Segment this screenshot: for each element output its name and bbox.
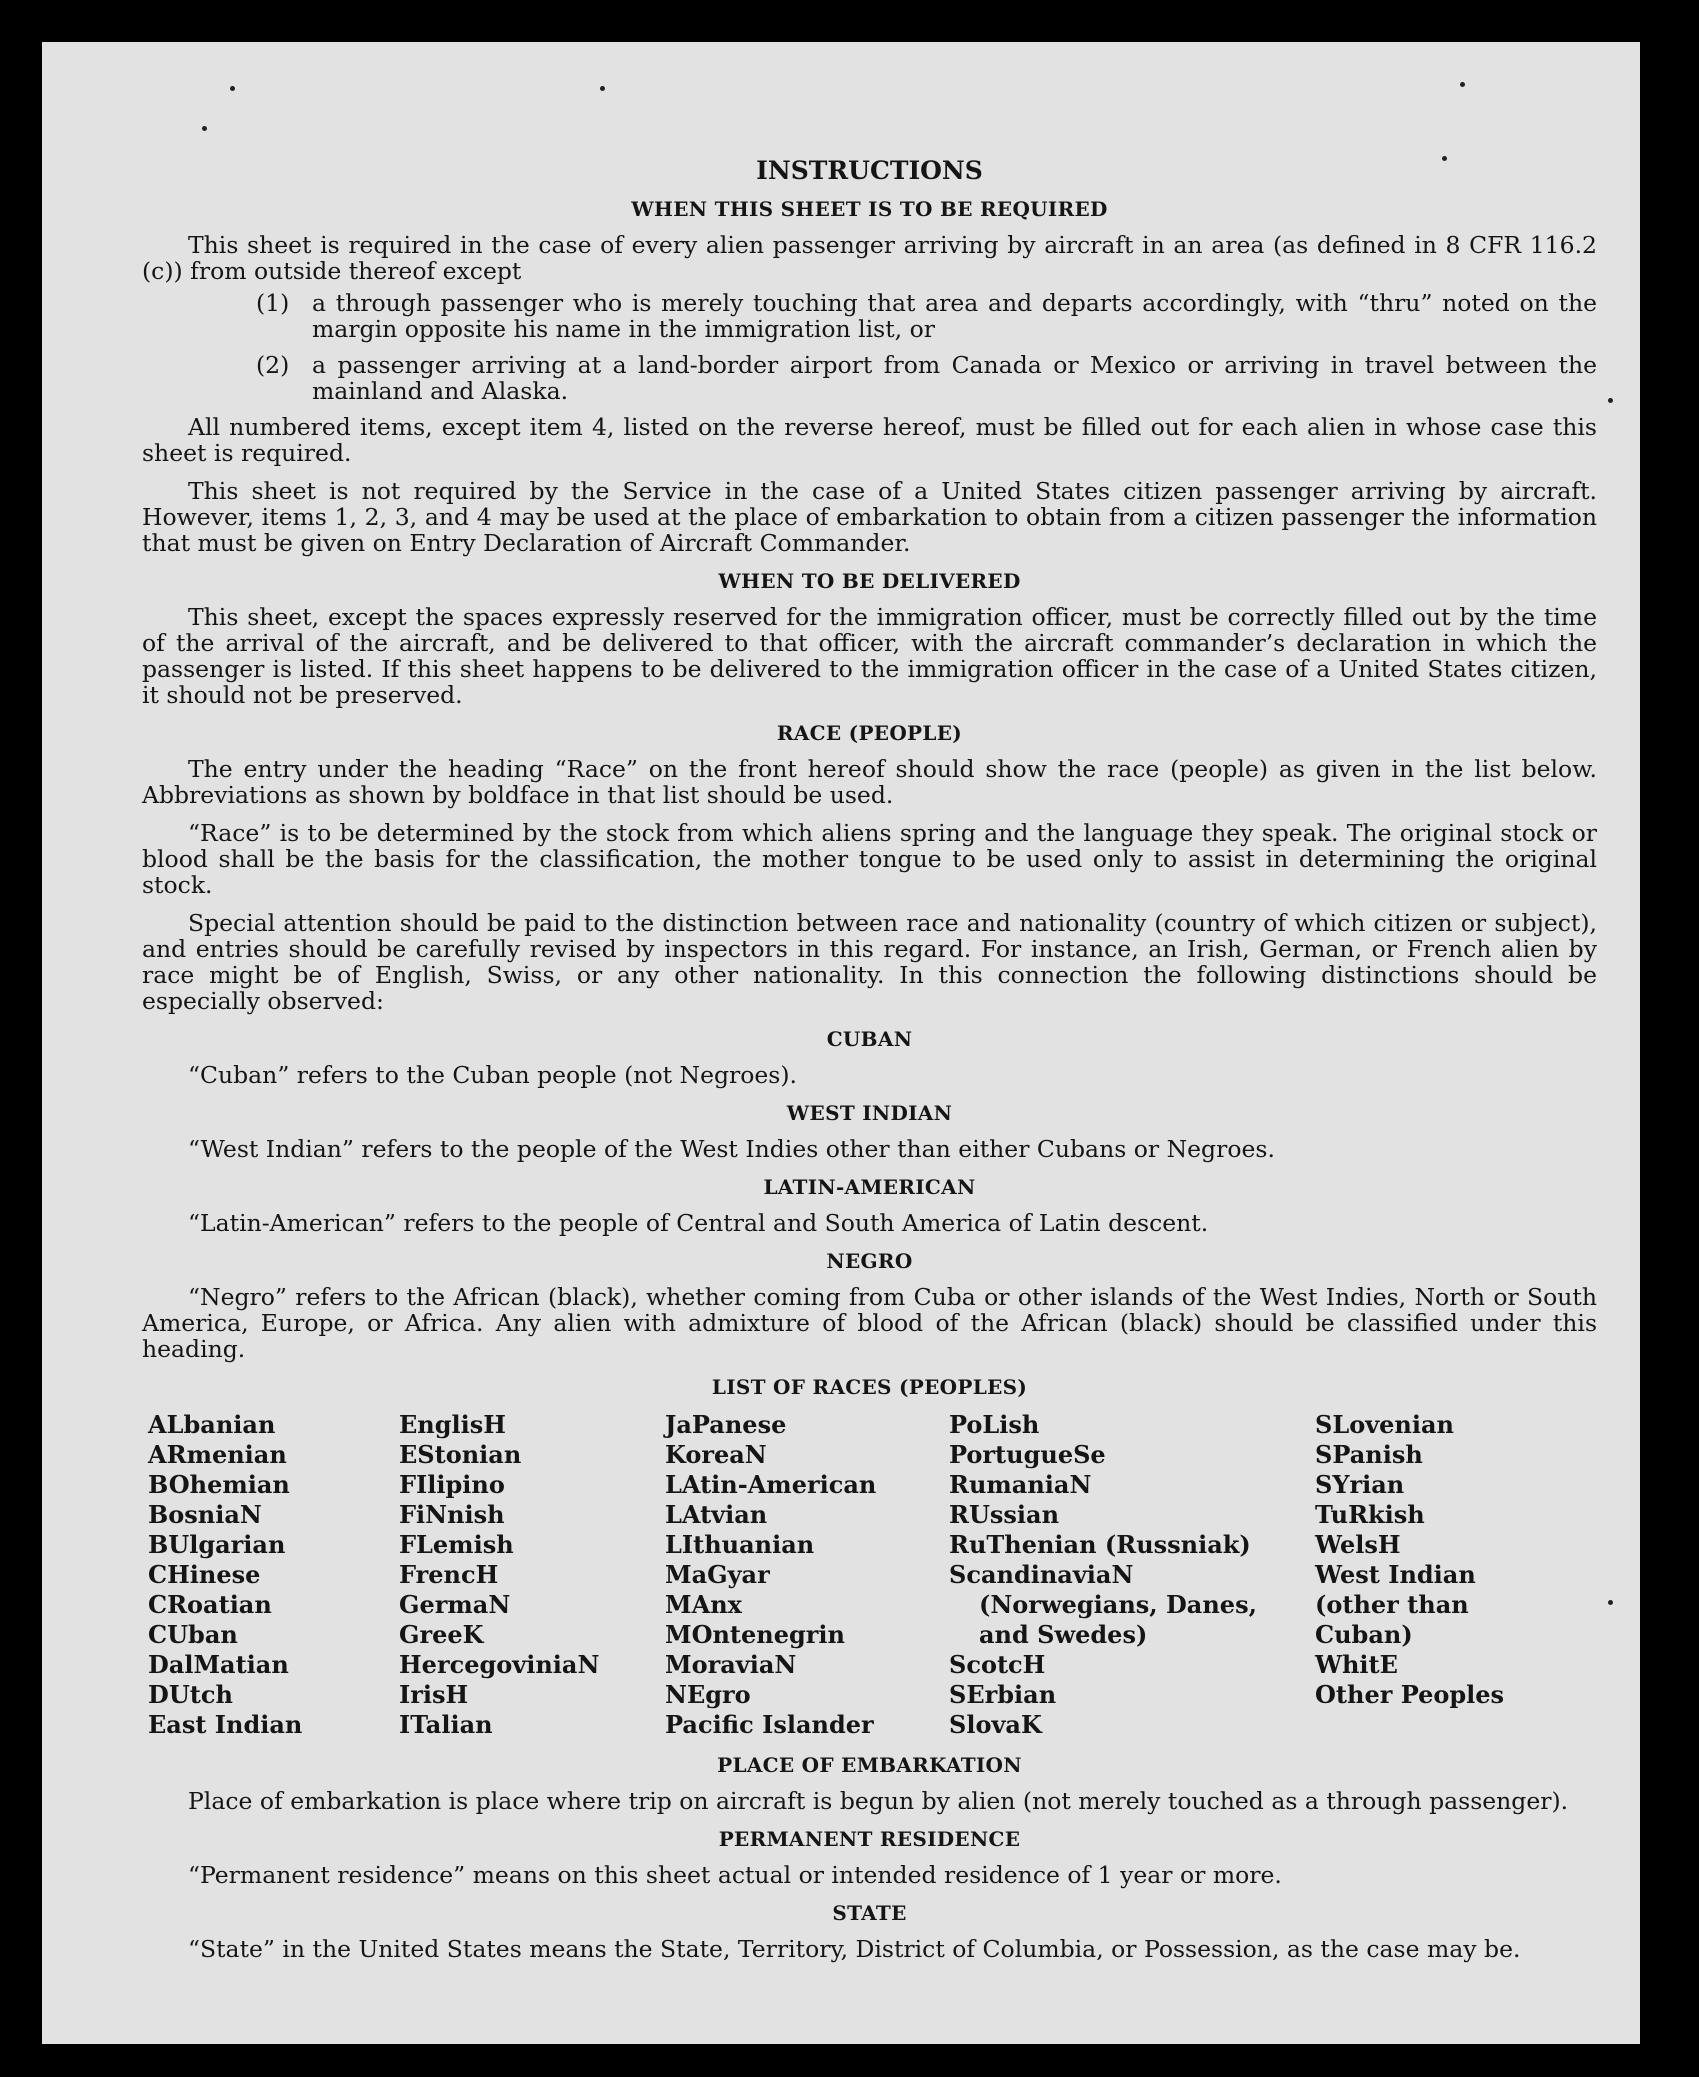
- race-paragraph-3: Special attention should be paid to the distinction between race and nationality (country of which citizen or subject), and entries should be carefully revised by inspectors in this regard. For instance, an Irish, German, or French alien by race might be of English, Swiss, or any other nationality. In this connection the following distinctions should be especially observed:: [142, 909, 1597, 1015]
- required-paragraph-3: This sheet is not required by the Service in the case of a United States citizen passenger arriving by aircraft. However, items 1, 2, 3, and 4 may be used at the place of embarkation to obtain from a citizen passenger the information that must be given on Entry Declaration of Aircraft Commander.: [142, 477, 1597, 557]
- race-paragraph-1: The entry under the heading “Race” on the front hereof should show the race (people) as given in the list below. Abbreviations as shown by boldface in that list should be used.: [142, 755, 1597, 809]
- item-text: a through passenger who is merely touching that area and departs accordingly, with “thru” noted on the margin opposite his name in the immigration list, or: [312, 289, 1597, 343]
- residence-paragraph: “Permanent residence” means on this sheet actual or intended residence of 1 year or more.: [188, 1861, 1282, 1889]
- race-entry: SYrian: [1315, 1470, 1405, 1499]
- race-entry: LAtvian: [665, 1500, 768, 1529]
- heading-west-indian: WEST INDIAN: [786, 1101, 953, 1125]
- race-entry: FrencH: [399, 1560, 499, 1589]
- race-entry: KoreaN: [665, 1440, 767, 1469]
- embarkation-paragraph: Place of embarkation is place where trip on aircraft is begun by alien (not merely touched as a through passenger).: [188, 1787, 1569, 1815]
- race-entry: MAnx: [665, 1590, 742, 1619]
- race-entry: NEgro: [665, 1680, 751, 1709]
- race-entry: SErbian: [949, 1680, 1057, 1709]
- race-entry: ALbanian: [148, 1410, 276, 1439]
- race-entry: SLovenian: [1315, 1410, 1454, 1439]
- race-entry: MOntenegrin: [665, 1620, 845, 1649]
- heading-race: RACE (PEOPLE): [776, 721, 963, 745]
- race-entry: WelsH: [1315, 1530, 1401, 1559]
- item-text: a passenger arriving at a land-border airport from Canada or Mexico or arriving in travel between the mainland and Alaska.: [312, 351, 1597, 405]
- race-entry: RuThenian (Russniak): [949, 1530, 1251, 1559]
- race-entry: GermaN: [399, 1590, 511, 1619]
- heading-when-required: WHEN THIS SHEET IS TO BE REQUIRED: [631, 197, 1108, 221]
- race-column-1: [148, 1410, 399, 1740]
- race-entry: PoLish: [949, 1410, 1040, 1439]
- speck: [1460, 82, 1465, 87]
- race-entry: East Indian: [148, 1710, 303, 1739]
- latin-american-paragraph: “Latin-American” refers to the people of Central and South America of Latin descent.: [188, 1209, 1209, 1237]
- race-entry: MoraviaN: [665, 1650, 797, 1679]
- race-entry: BosniaN: [148, 1500, 262, 1529]
- race-entry: DUtch: [148, 1680, 233, 1709]
- instructions-body: [142, 112, 1597, 1974]
- race-entry: MaGyar: [665, 1560, 770, 1589]
- race-entry: CRoatian: [148, 1590, 272, 1619]
- race-entry: JaPanese: [665, 1410, 787, 1439]
- heading-permanent-residence: PERMANENT RESIDENCE: [718, 1827, 1021, 1851]
- speck: [230, 86, 235, 91]
- race-column-5: [1315, 1410, 1565, 1740]
- state-paragraph: “State” in the United States means the State, Territory, District of Columbia, or Possession, as the case may be.: [188, 1935, 1521, 1963]
- race-entry: ARmenian: [148, 1440, 287, 1469]
- required-paragraph-2: All numbered items, except item 4, listed on the reverse hereof, must be filled out for each alien in whose case this sheet is required.: [142, 413, 1597, 467]
- speck: [600, 86, 605, 91]
- race-entry: IrisH: [399, 1680, 469, 1709]
- race-entry: SlovaK: [949, 1710, 1042, 1739]
- cuban-paragraph: “Cuban” refers to the Cuban people (not Negroes).: [188, 1061, 798, 1089]
- race-list: [148, 1410, 1597, 1740]
- race-entry: ScotcH: [949, 1650, 1046, 1679]
- delivered-paragraph: This sheet, except the spaces expressly reserved for the immigration officer, must be correctly filled out by the time of the arrival of the aircraft, and be delivered to that officer, with the aircraft commander’s declaration in which the passenger is listed. If this sheet happens to be delivered to the immigration officer in the case of a United States citizen, it should not be preserved.: [142, 603, 1597, 709]
- race-entry: FiNnish: [399, 1500, 505, 1529]
- race-entry: TuRkish: [1315, 1500, 1425, 1529]
- heading-list-of-races: LIST OF RACES (PEOPLES): [711, 1375, 1028, 1399]
- item-number: (2): [256, 351, 290, 379]
- race-column-4: [949, 1410, 1315, 1740]
- race-entry: Other Peoples: [1315, 1680, 1505, 1709]
- race-entry: RUssian: [949, 1500, 1060, 1529]
- race-entry: Pacific Islander: [665, 1710, 874, 1739]
- race-entry: LAtin-American: [665, 1470, 877, 1499]
- item-number: (1): [256, 289, 290, 317]
- required-intro: This sheet is required in the case of every alien passenger arriving by aircraft in an area (as defined in 8 CFR 116.2 (c)) from outside thereof except: [142, 231, 1597, 285]
- race-entry: GreeK: [399, 1620, 484, 1649]
- race-entry: BUlgarian: [148, 1530, 286, 1559]
- race-entry: EStonian: [399, 1440, 522, 1469]
- heading-when-delivered: WHEN TO BE DELIVERED: [718, 569, 1021, 593]
- race-entry: WhitE: [1315, 1650, 1398, 1679]
- race-entry: CUban: [148, 1620, 238, 1649]
- heading-place-of-embarkation: PLACE OF EMBARKATION: [717, 1753, 1022, 1777]
- heading-state: STATE: [832, 1901, 907, 1925]
- race-entry: BOhemian: [148, 1470, 290, 1499]
- race-entry: HercegoviniaN: [399, 1650, 600, 1679]
- race-paragraph-2: “Race” is to be determined by the stock from which aliens spring and the language they speak. The original stock or blood shall be the basis for the classification, the mother tongue to be used only to assist in determining the original stock.: [142, 819, 1597, 899]
- west-indian-paragraph: “West Indian” refers to the people of the West Indies other than either Cubans or Negroes.: [188, 1135, 1275, 1163]
- race-column-3: [665, 1410, 949, 1740]
- race-entry: FIlipino: [399, 1470, 505, 1499]
- negro-paragraph: “Negro” refers to the African (black), whether coming from Cuba or other islands of the West Indies, North or South America, Europe, or Africa. Any alien with admixture of blood of the African (black) should be classified under this heading.: [142, 1283, 1597, 1363]
- page-title: INSTRUCTIONS: [756, 156, 983, 185]
- heading-cuban: CUBAN: [826, 1027, 913, 1051]
- heading-latin-american: LATIN-AMERICAN: [763, 1175, 976, 1199]
- race-entry: ScandinaviaN (Norwegians, Danes, and Swedes): [949, 1560, 1257, 1649]
- exception-item-2: [256, 352, 1597, 404]
- race-entry: DalMatian: [148, 1650, 289, 1679]
- speck: [1608, 398, 1613, 403]
- race-entry: ITalian: [399, 1710, 493, 1739]
- race-entry: FLemish: [399, 1530, 514, 1559]
- heading-negro: NEGRO: [826, 1249, 913, 1273]
- race-entry: RumaniaN: [949, 1470, 1092, 1499]
- exception-item-1: [256, 290, 1597, 342]
- race-column-2: [399, 1410, 665, 1740]
- race-entry: LIthuanian: [665, 1530, 815, 1559]
- race-entry: PortugueSe: [949, 1440, 1106, 1469]
- race-entry: EnglisH: [399, 1410, 506, 1439]
- race-entry: CHinese: [148, 1560, 261, 1589]
- document-page: [42, 42, 1640, 2044]
- race-entry: SPanish: [1315, 1440, 1423, 1469]
- speck: [1608, 1600, 1613, 1605]
- race-entry: West Indian (other than Cuban): [1315, 1560, 1476, 1649]
